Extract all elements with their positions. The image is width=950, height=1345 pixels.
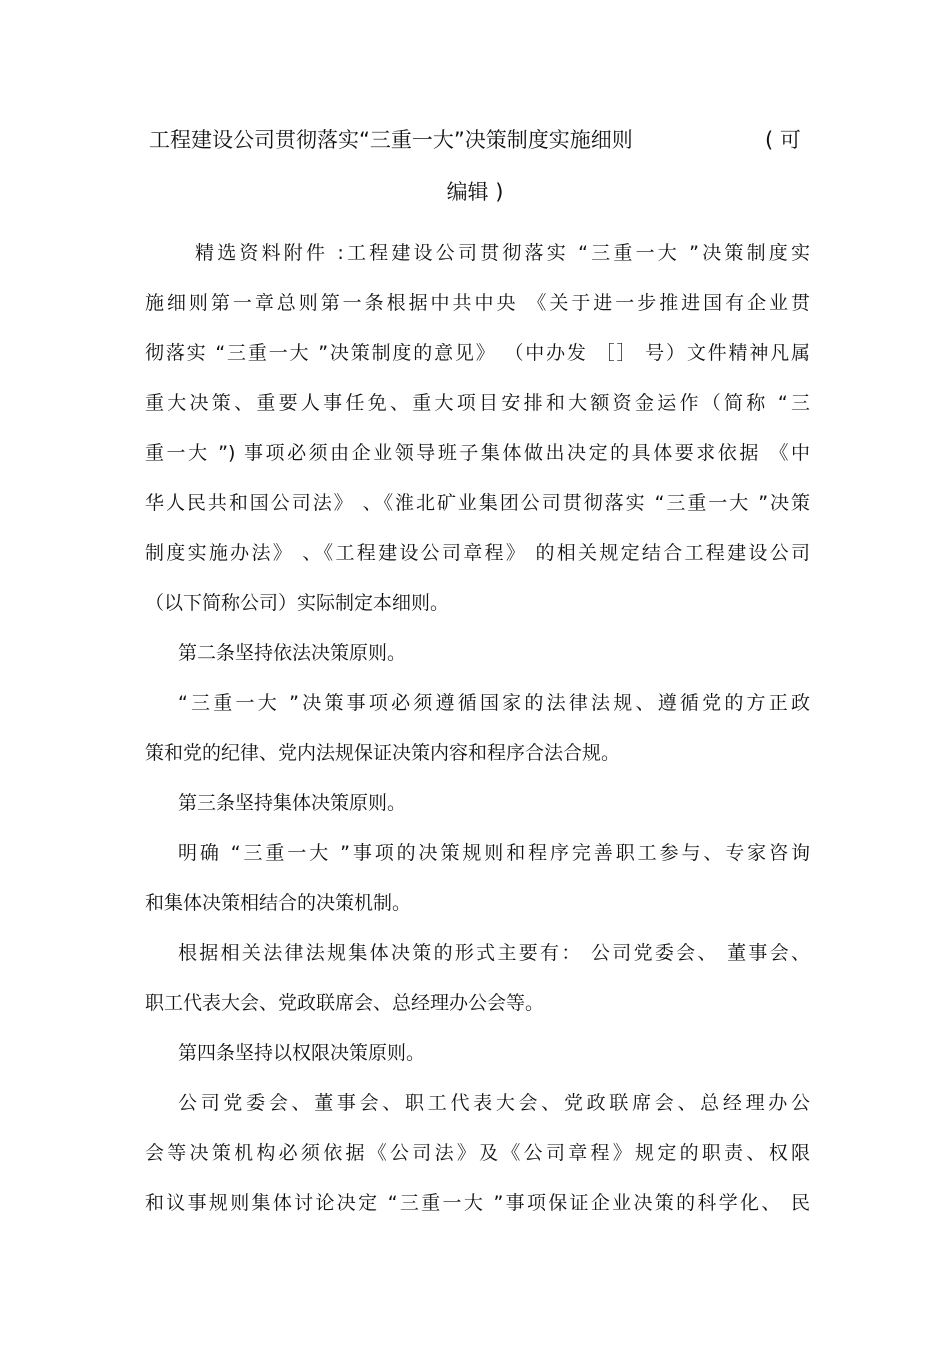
document-title-continued: 编辑 ) [446, 180, 504, 204]
body-line: 施细则第一章总则第一条根据中共中央 《关于进一步推进国有企业贯 [145, 292, 810, 314]
body-line: 和议事规则集体讨论决定 “三重一大 ”事项保证企业决策的科学化、 民 [145, 1192, 810, 1214]
body-line: 制度实施办法》 、《工程建设公司章程》 的相关规定结合工程建设公司 [145, 542, 810, 564]
body-line: 彻落实 “三重一大 ”决策制度的意见》 （中办发 ［］ 号）文件精神凡属 [145, 342, 810, 364]
section-heading: 第三条坚持集体决策原则。 [178, 792, 407, 814]
title-main: 工程建设公司贯彻落实“三重一大”决策制度实施细则 [149, 128, 633, 152]
body-line: 明确 “三重一大 ”事项的决策规则和程序完善职工参与、专家咨询 [178, 842, 810, 864]
body-line: 根据相关法律法规集体决策的形式主要有： 公司党委会、 董事会、 [178, 942, 810, 964]
section-heading: 第四条坚持以权限决策原则。 [178, 1042, 426, 1064]
body-line: 精选资料附件 :工程建设公司贯彻落实 “三重一大 ”决策制度实 [195, 242, 810, 264]
body-line: 重大决策、重要人事任免、重大项目安排和大额资金运作（简称 “三 [145, 392, 810, 414]
body-line: “三重一大 ”决策事项必须遵循国家的法律法规、遵循党的方正政 [178, 692, 810, 714]
body-line: 职工代表大会、党政联席会、总经理办公会等。 [145, 992, 545, 1014]
title-tail: ( 可 [765, 128, 801, 152]
body-line: 重一大 ”) 事项必须由企业领导班子集体做出决定的具体要求依据 《中 [145, 442, 810, 464]
body-line: （以下简称公司）实际制定本细则。 [145, 592, 450, 614]
body-line: 华人民共和国公司法》 、《淮北矿业集团公司贯彻落实 “三重一大 ”决策 [145, 492, 810, 514]
section-heading: 第二条坚持依法决策原则。 [178, 642, 407, 664]
document-body [145, 228, 810, 1228]
body-line: 和集体决策相结合的决策机制。 [145, 892, 412, 914]
body-line: 会等决策机构必须依据《公司法》及《公司章程》规定的职责、权限 [145, 1142, 810, 1164]
body-line: 公司党委会、董事会、职工代表大会、党政联席会、总经理办公 [178, 1092, 810, 1114]
body-line: 策和党的纪律、党内法规保证决策内容和程序合法合规。 [145, 742, 621, 764]
